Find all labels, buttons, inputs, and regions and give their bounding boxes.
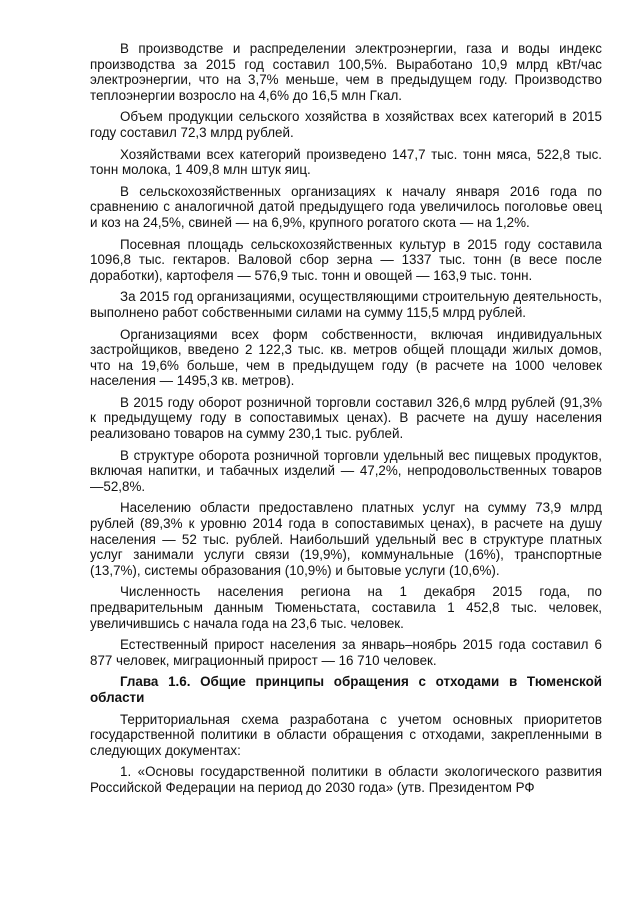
paragraph-crops: Посевная площадь сельскохозяйственных культур в 2015 году составила 1096,8 тыс. гектаров. Валовой сбор зерна — 1337 тыс. тонн (в весе после доработки), картофеля — 576,9 тыс. тонн и овощей — 163,9 тыс. тонн. xyxy=(90,236,602,283)
paragraph-paid-services: Населению области предоставлено платных услуг на сумму 73,9 млрд рублей (89,3% к уровню 2014 года в сопоставимых ценах), в расчете на душу населения — 52 тыс. рублей. Наибольший удельный вес в структуре платных услуг занимали услуги связи (19,9%), коммунальные (16%), транспортные (13,7%), системы образования (10,9%) и бытовые услуги (10,6%). xyxy=(90,500,602,578)
chapter-heading: Глава 1.6. Общие принципы обращения с отходами в Тюменской области xyxy=(90,674,602,705)
list-item-1: 1. «Основы государственной политики в области экологического развития Российской Федерации на период до 2030 года» (утв. Президентом РФ xyxy=(90,764,602,795)
paragraph-population: Численность населения региона на 1 декабря 2015 года, по предварительным данным Тюменьстата, составила 1 452,8 тыс. человек, увеличившись с начала года на 23,6 тыс. человек. xyxy=(90,584,602,631)
paragraph-retail-turnover: В 2015 году оборот розничной торговли составил 326,6 млрд рублей (91,3% к предыдущему году в сопоставимых ценах). В расчете на душу населения реализовано товаров на сумму 230,1 тыс. рублей. xyxy=(90,394,602,442)
paragraph-energy: В производстве и распределении электроэнергии, газа и воды индекс производства за 2015 год составил 100,5%. Выработано 10,9 млрд кВт/час электроэнергии, что на 3,7% меньше, чем в предыдущем году. Производство теплоэнергии возросло на 4,6% до 16,5 млн Гкал. xyxy=(90,41,602,103)
paragraph-agriculture-output: Объем продукции сельского хозяйства в хозяйствах всех категорий в 2015 году составил 72,3 млрд рублей. xyxy=(90,109,602,140)
paragraph-natural-growth: Естественный прирост населения за январь–ноябрь 2015 года составил 6 877 человек, миграционный прирост — 16 710 человек. xyxy=(90,637,602,668)
paragraph-retail-structure: В структуре оборота розничной торговли удельный вес пищевых продуктов, включая напитки, и табачных изделий — 47,2%, непродовольственных товаров —52,8%. xyxy=(90,447,602,494)
paragraph-territorial-scheme: Территориальная схема разработана с учетом основных приоритетов государственной политики в области обращения с отходами, закрепленными в следующих документах: xyxy=(90,711,602,758)
paragraph-livestock: В сельскохозяйственных организациях к началу января 2016 года по сравнению с аналогичной датой предыдущего года увеличилось поголовье овец и коз на 24,5%, свиней — на 6,9%, крупного рогатого скота — на 1,2%. xyxy=(90,183,602,230)
paragraph-construction: За 2015 год организациями, осуществляющими строительную деятельность, выполнено работ собственными силами на сумму 115,5 млрд рублей. xyxy=(90,289,602,320)
paragraph-meat-milk-eggs: Хозяйствами всех категорий произведено 147,7 тыс. тонн мяса, 522,8 тыс. тонн молока, 1 409,8 млн штук яиц. xyxy=(90,146,602,178)
paragraph-housing: Организациями всех форм собственности, включая индивидуальных застройщиков, введено 2 122,3 тыс. кв. метров общей площади жилых домов, что на 19,6% больше, чем в предыдущем году (в расчете на 1000 человек населения — 1495,3 кв. метров). xyxy=(90,326,602,389)
